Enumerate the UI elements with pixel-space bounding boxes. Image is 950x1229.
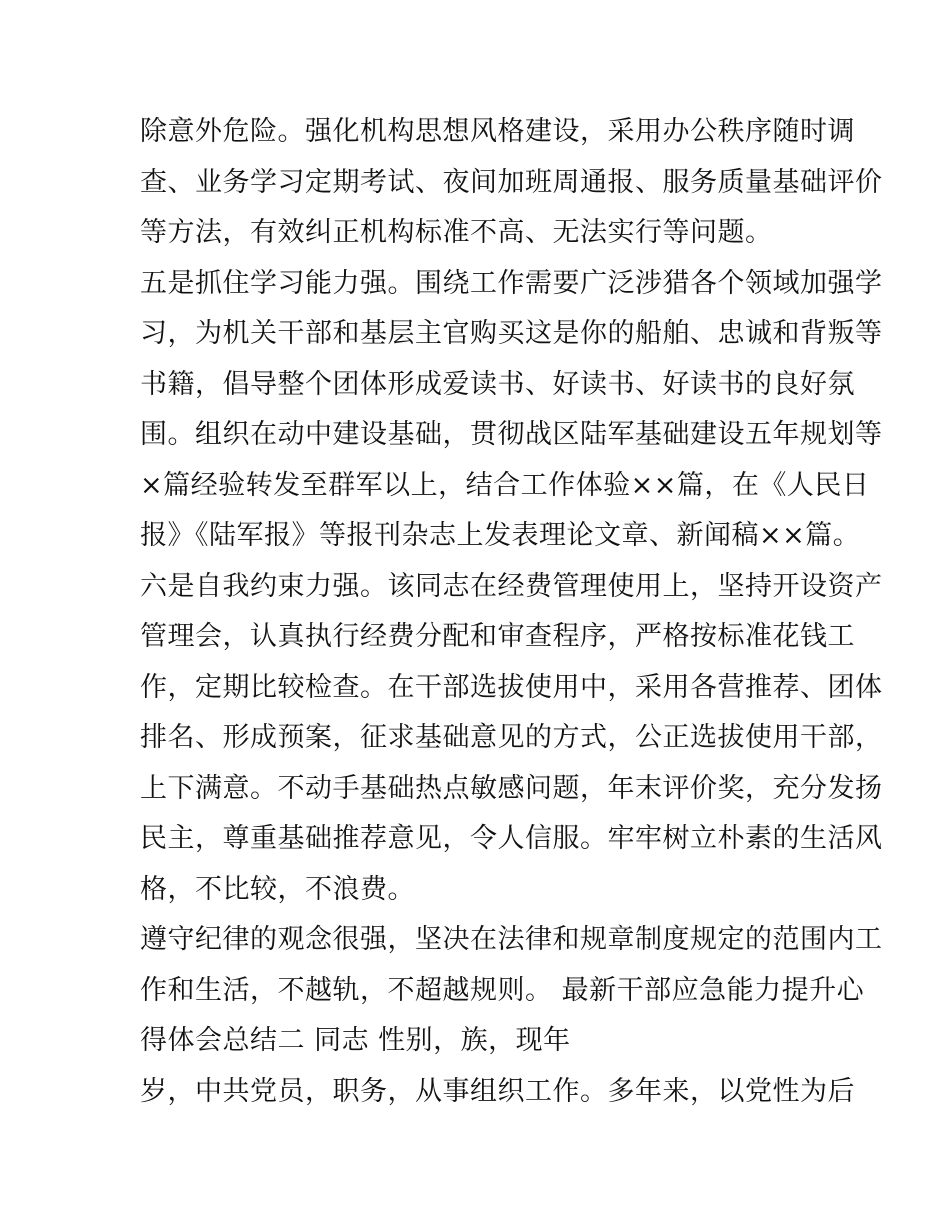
text-line: 六是自我约束力强。该同志在经费管理使用上，坚持开设资产 bbox=[140, 570, 883, 602]
text-line: 书籍，倡导整个团体形成爱读书、好读书、好读书的良好氛 bbox=[140, 368, 855, 400]
text-line: 上下满意。不动手基础热点敏感问题，年末评价奖，充分发扬 bbox=[140, 772, 883, 804]
text-line: 围。组织在动中建设基础，贯彻战区陆军基础建设五年规划等 bbox=[140, 419, 883, 450]
text-line: 作，定期比较检查。在干部选拔使用中，采用各营推荐、团体 bbox=[140, 671, 883, 703]
text-line: 排名、形成预案，征求基础意见的方式，公正选拔使用干部， bbox=[140, 722, 883, 753]
text-line: 报》《陆军报》等报刊杂志上发表理论文章、新闻稿××篇。 bbox=[140, 520, 861, 551]
document-body bbox=[140, 107, 883, 1117]
text-line: 除意外危险。强化机构思想风格建设，采用办公秩序随时调 bbox=[140, 116, 855, 147]
text-line: ×篇经验转发至群军以上，结合工作体验××篇，在《人民日 bbox=[140, 469, 870, 501]
text-line: 得体会总结二 同志 性别，族，现年 bbox=[140, 1025, 571, 1056]
text-line: 等方法，有效纠正机构标准不高、无法实行等问题。 bbox=[140, 217, 773, 248]
text-line: 格，不比较，不浪费。 bbox=[140, 873, 415, 905]
text-line: 作和生活，不越轨，不超越规则。 最新干部应急能力提升心 bbox=[140, 974, 865, 1006]
text-line: 民主，尊重基础推荐意见，令人信服。牢牢树立朴素的生活风 bbox=[140, 823, 883, 854]
text-line: 五是抓住学习能力强。围绕工作需要广泛涉猎各个领域加强学 bbox=[140, 267, 883, 299]
text-line: 岁，中共党员，职务，从事组织工作。多年来，以党性为后 bbox=[140, 1075, 855, 1107]
text-line: 遵守纪律的观念很强，坚决在法律和规章制度规定的范围内工 bbox=[140, 924, 883, 955]
text-line: 查、业务学习定期考试、夜间加班周通报、服务质量基础评价 bbox=[140, 166, 883, 198]
text-line: 习，为机关干部和基层主官购买这是你的船舶、忠诚和背叛等 bbox=[140, 318, 883, 349]
text-line: 管理会，认真执行经费分配和审查程序，严格按标准花钱工 bbox=[140, 621, 855, 652]
